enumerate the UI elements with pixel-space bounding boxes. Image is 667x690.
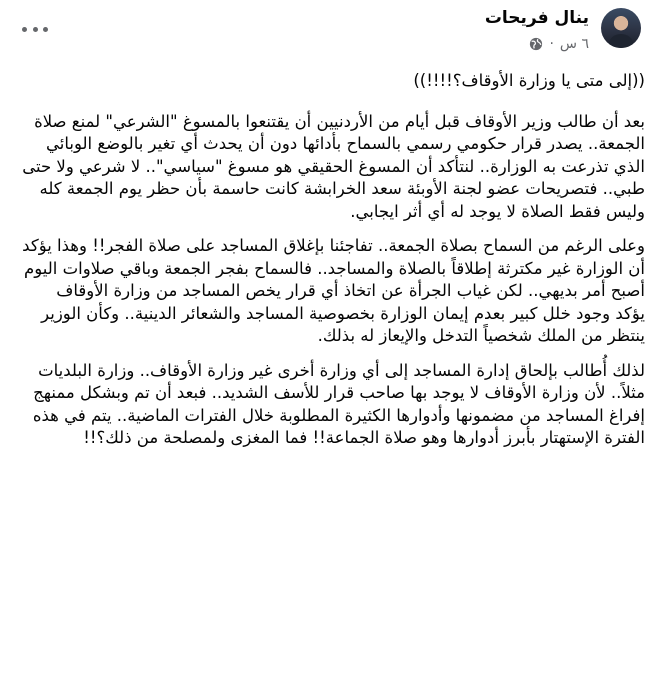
- meta-separator: ·: [549, 36, 554, 52]
- author-avatar[interactable]: [601, 8, 641, 48]
- paragraph-2: وعلى الرغم من السماح بصلاة الجمعة.. تفاجئنا بإغلاق المساجد على صلاة الفجر!! وهذا يؤكد أن الوزارة غير مكترثة إطلاقاً بالصلاة والمساجد.. فالسماح بفجر الجمعة وباقي صلاوات اليوم أصبح أمر بديهي.. لكن غياب الجرأة عن اتخاذ أي قرار يخص المساجد من وزارة الأوقاف يؤكد وجود خلل كبير بعدم إيمان الوزارة بخصوصية المساجد والشعائر الدينية.. وكأن الوزير ينتظر من الملك شخصياً التدخل والإيعاز له بذلك.: [22, 236, 645, 345]
- post-time[interactable]: ٦ س: [559, 36, 589, 52]
- globe-icon[interactable]: [529, 37, 543, 51]
- author-name[interactable]: ينال فريحات: [484, 8, 589, 28]
- dot: [33, 27, 38, 32]
- post-body: [22, 70, 645, 462]
- post-header: [0, 0, 667, 66]
- more-options-icon[interactable]: [22, 24, 48, 34]
- paragraph-1: بعد أن طالب وزير الأوقاف قبل أيام من الأردنيين أن يقتنعوا بالمسوغ "الشرعي" لمنع صلاة الجمعة.. يصدر قرار حكومي رسمي بالسماح بأدائها دون أن يحدث أي تغير بالوضع الوبائي الذي تذرعت به الوزارة.. لنتأكد أن المسوغ الحقيقي هو مسوغ "سياسي".. لا شرعي ولا حتى طبي.. فتصريحات عضو لجنة الأوبئة سعد الخرابشة كانت حاسمة بأن حظر يوم الجمعة كله وليس فقط الصلاة لا يوجد له أي أثر ايجابي.: [22, 111, 645, 221]
- dot: [43, 27, 48, 32]
- paragraph-3: لذلك أُطالب بإلحاق إدارة المساجد إلى أي وزارة أخرى غير وزارة الأوقاف.. وزارة البلديات مثلاً.. لأن وزارة الأوقاف لا يوجد بها صاحب قرار للأسف الشديد.. فبعد أن تم وبشكل ممنهج إفراغ المساجد من مضمونها وأدوارها الكثيرة المطلوبة خلال الفترات الماضية.. يتم في هذه الفترة الإستهتار بأبرز أدوارها وهو صلاة الجماعة!! فما المغزى ولمصلحة من ذلك؟!!: [32, 360, 645, 447]
- dot: [22, 27, 27, 32]
- post-meta: [529, 36, 589, 52]
- post-title: ((إلى متى يا وزارة الأوقاف؟!!!!)): [413, 71, 645, 90]
